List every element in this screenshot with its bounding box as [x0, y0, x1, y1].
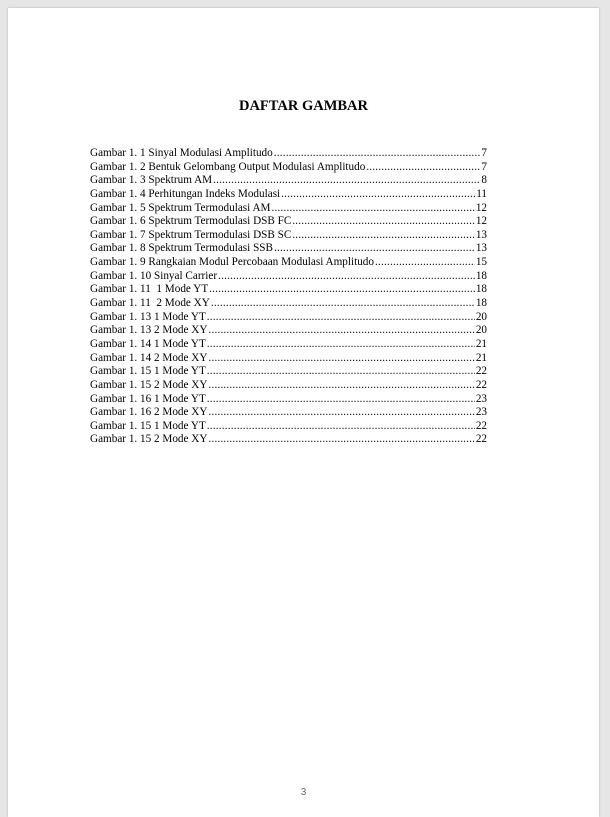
toc-entry[interactable] [90, 283, 487, 297]
toc-entry-label: Gambar 1. 15 1 Mode YT [90, 365, 206, 378]
toc-entry-page-number: 8 [481, 174, 487, 187]
toc-entry-label: Gambar 1. 3 Spektrum AM [90, 174, 213, 187]
toc-entry-label: Gambar 1. 16 1 Mode YT [90, 392, 206, 405]
toc-entry-label: Gambar 1. 2 Bentuk Gelombang Output Modulasi Amplitudo [90, 160, 366, 173]
toc-dot-leader [208, 324, 474, 338]
toc-dot-leader [281, 188, 475, 202]
toc-entry[interactable] [90, 188, 487, 202]
page-title: DAFTAR GAMBAR [238, 98, 368, 114]
toc-entry-label: Gambar 1. 13 1 Mode YT [90, 310, 206, 323]
toc-entry-label: Gambar 1. 15 1 Mode YT [90, 419, 206, 432]
toc-entry[interactable] [90, 393, 487, 407]
toc-entry[interactable] [90, 324, 487, 338]
toc-dot-leader [211, 297, 475, 311]
toc-entry-label: Gambar 1. 15 2 Mode XY [90, 433, 208, 446]
toc-entry-label: Gambar 1. 10 Sinyal Carrier [90, 269, 218, 282]
toc-entry-page-number: 20 [475, 324, 487, 337]
toc-entry-page-number: 18 [475, 283, 487, 296]
toc-entry-label: Gambar 1. 13 2 Mode XY [90, 324, 208, 337]
toc-entry-label: Gambar 1. 7 Spektrum Termodulasi DSB SC [90, 228, 292, 241]
toc-entry-page-number: 13 [475, 242, 487, 255]
toc-entry-label: Gambar 1. 1 Sinyal Modulasi Amplitudo [90, 147, 273, 159]
toc-entry[interactable] [90, 174, 487, 188]
toc-dot-leader [213, 174, 480, 188]
toc-dot-leader [207, 365, 475, 379]
toc-dot-leader [274, 147, 481, 161]
toc-entry-page-number: 21 [475, 351, 487, 364]
toc-entry[interactable] [90, 365, 487, 379]
toc-entry-page-number: 22 [475, 378, 487, 391]
toc-entry-label: Gambar 1. 5 Spektrum Termodulasi AM [90, 201, 271, 214]
toc-entry-page-number: 22 [475, 419, 487, 432]
toc-entry[interactable] [90, 229, 487, 243]
toc-dot-leader [292, 215, 475, 229]
toc-entry-page-number: 12 [475, 215, 487, 228]
toc-entry-page-number: 13 [475, 228, 487, 241]
toc-entry-label: Gambar 1. 8 Spektrum Termodulasi SSB [90, 242, 273, 255]
toc-entry-page-number: 7 [481, 147, 487, 159]
toc-entry[interactable] [90, 147, 487, 161]
toc-entry-page-number: 22 [475, 433, 487, 446]
toc-entry-label: Gambar 1. 4 Perhitungan Indeks Modulasi [90, 187, 281, 200]
table-of-figures [90, 147, 487, 447]
toc-entry-label: Gambar 1. 11 1 Mode YT [90, 283, 209, 296]
toc-entry[interactable] [90, 242, 487, 256]
toc-entry[interactable] [90, 406, 487, 420]
toc-dot-leader [218, 270, 475, 284]
toc-entry[interactable] [90, 161, 487, 175]
toc-entry[interactable] [90, 379, 487, 393]
toc-dot-leader [208, 433, 474, 447]
document-page [8, 8, 599, 817]
toc-entry[interactable] [90, 270, 487, 284]
toc-entry[interactable] [90, 297, 487, 311]
toc-entry-page-number: 7 [481, 160, 487, 173]
toc-entry[interactable] [90, 352, 487, 366]
toc-dot-leader [208, 406, 474, 420]
toc-entry[interactable] [90, 256, 487, 270]
toc-entry[interactable] [90, 338, 487, 352]
toc-dot-leader [292, 229, 475, 243]
toc-entry[interactable] [90, 433, 487, 447]
toc-dot-leader [207, 311, 475, 325]
toc-dot-leader [375, 256, 475, 270]
toc-entry-page-number: 22 [475, 365, 487, 378]
toc-dot-leader [207, 393, 475, 407]
toc-entry-page-number: 23 [475, 392, 487, 405]
toc-dot-leader [366, 161, 480, 175]
toc-dot-leader [274, 242, 475, 256]
toc-dot-leader [207, 338, 475, 352]
toc-entry[interactable] [90, 215, 487, 229]
toc-entry[interactable] [90, 420, 487, 434]
toc-entry-page-number: 15 [475, 256, 487, 269]
toc-dot-leader [208, 379, 474, 393]
toc-dot-leader [209, 283, 475, 297]
toc-entry-page-number: 23 [475, 406, 487, 419]
toc-entry-page-number: 20 [475, 310, 487, 323]
toc-entry-label: Gambar 1. 14 2 Mode XY [90, 351, 208, 364]
toc-entry-label: Gambar 1. 11 2 Mode XY [90, 297, 210, 310]
toc-entry-page-number: 11 [476, 187, 487, 200]
toc-entry-label: Gambar 1. 6 Spektrum Termodulasi DSB FC [90, 215, 292, 228]
toc-entry-page-number: 21 [475, 337, 487, 350]
toc-entry-label: Gambar 1. 15 2 Mode XY [90, 378, 208, 391]
toc-entry-page-number: 12 [475, 201, 487, 214]
toc-entry-label: Gambar 1. 14 1 Mode YT [90, 337, 206, 350]
toc-entry-page-number: 18 [475, 297, 487, 310]
toc-entry-label: Gambar 1. 9 Rangkaian Modul Percobaan Modulasi Amplitudo [90, 256, 374, 269]
toc-entry[interactable] [90, 311, 487, 325]
toc-entry[interactable] [90, 202, 487, 216]
page-number: 3 [300, 787, 307, 798]
toc-entry-label: Gambar 1. 16 2 Mode XY [90, 406, 208, 419]
toc-dot-leader [208, 352, 474, 366]
toc-dot-leader [271, 202, 474, 216]
toc-entry-page-number: 18 [475, 269, 487, 282]
toc-dot-leader [207, 420, 475, 434]
